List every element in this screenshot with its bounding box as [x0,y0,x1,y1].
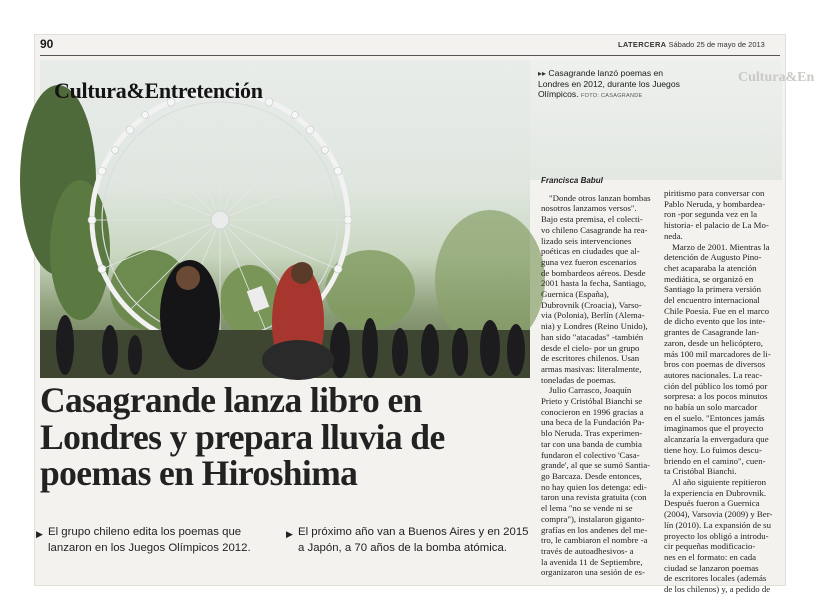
body-text-line: taron una revista gratuita (con [541,492,647,503]
body-text-line: compra"), instalaron giganto- [541,513,645,524]
page-number: 90 [40,37,54,51]
body-text-line: grafías en los andenes del me- [541,524,648,535]
body-text-line: Marzo de 2001. Mientras la [672,241,770,252]
body-text-line: Julio Carrasco, Joaquín [549,385,632,396]
caption-text: Casagrande lanzó poemas en Londres en 2012, durante los Juegos Olímpicos. [538,68,680,100]
body-text-line: no había un solo marcador [664,402,758,413]
body-text-line: nia) y Londres (Reino Unido), [541,321,648,332]
body-text-line: tro, le cambiaron el nombre -a [541,535,648,546]
body-text-line: poéticas en ciudades que al- [541,246,640,257]
body-text-line: vo chileno Casagrande ha rea- [541,224,648,235]
body-text-line: no hay quien los detenga: edi- [541,481,647,492]
section-title: Cultura&Entretención [54,78,263,103]
body-text-line: neda. [664,230,683,241]
body-text-line: través de autoadhesivos- a [541,545,634,556]
ghost-section-title: Cultura&En [738,70,814,85]
body-text-line: guna vez fueron escenarios [541,256,637,267]
bullet-triangle-icon: ▶ [286,529,293,539]
article-photo [40,60,530,378]
body-text-line: Pablo Neruda, y bombardea- [664,198,766,209]
summary-bullet [286,525,532,556]
body-text-line: grantes de Casagrande lan- [664,327,760,338]
body-text-line: tar con una banda de cumbia [541,438,642,449]
body-text-line: de escritores chilenos. Usan [541,353,640,364]
body-text-line: mediática, se organizó en [664,273,754,284]
body-text-line: de los chilenos) y, a pedido de [664,584,771,595]
headline-line: poemas en Hiroshima [40,453,358,493]
headline-line: Londres y prepara lluvia de [40,416,445,457]
body-text-line: fundaron el colectivo 'Casa- [541,449,640,460]
body-text-line: Prieto y Cristóbal Bianchi se [541,396,643,407]
body-text-line: 2001 hasta la fecha, Santiago, [541,278,647,289]
body-text-line: "Donde otros lanzan bombas [549,192,651,203]
body-text-line: una beca de la Fundación Pa- [541,417,645,428]
body-text-line: lizado seis intervenciones [541,235,632,246]
body-text-line: la avenida 11 de Septiembre, [541,556,643,567]
bullet-text: El próximo año van a Buenos Aires y en 2015 a Japón, a 70 años de la bomba atómica. [298,526,529,554]
body-text-line: chet acaparaba la atención [664,262,757,273]
body-text-line: grande', al que se sumó Santia- [541,460,651,471]
body-text-line: del encuentro internacional [664,295,760,306]
caption-arrow-icon: ▸▸ [538,69,547,78]
body-text-line: nosotros lanzamos versos". [541,203,637,214]
body-text-line: Chile Poesía. Fue en el marco [664,305,770,316]
body-text-line: (2004), Varsovia (2009) y Ber- [664,509,773,520]
body-text-line: proyecto los obligó a introdu- [664,530,769,541]
masthead-line [618,40,765,49]
body-text-line: de escritores locales (además [664,573,767,584]
body-text-line: alcanzaría la envergadura que [664,434,769,445]
body-column-1 [541,176,659,578]
body-text-line: ron -por segunda vez en la [664,209,758,220]
body-text-line: han sido "atacadas" -también [541,331,644,342]
body-text-line: historia- el palacio de La Mo- [664,220,769,231]
photo-illustration [40,60,530,378]
body-text-line: piritismo para conversar con [664,188,765,198]
body-text-line: desde el cielo- por un grupo [541,342,640,353]
body-text-line: Guernica (España), [541,289,609,300]
photo-credit: FOTO: CASAGRANDE [580,93,643,100]
body-text-line: ción del público los tomó por [664,380,768,391]
body-text-line: bros con poemas de diversos [664,359,766,370]
header-rule [40,55,780,56]
body-text-line: lín (2010). La expansión de su [664,519,772,530]
body-text-line: toneladas de poemas. [541,374,616,385]
body-text-line: imaginamos que el proyecto [664,423,764,434]
headline [40,382,520,492]
body-text-line: go Barcaza. Desde entonces, [541,470,642,481]
body-text-line: Dubrovnik (Croacia), Varso- [541,299,642,310]
brand-name: LATERCERA [618,40,667,49]
body-text-line: de dicho evento que los inte- [664,316,766,327]
body-text-line: autores nacionales. La reac- [664,369,763,380]
body-text-line: de bombardeos aéreos. Desde [541,267,646,278]
body-text-line: Santiago la primera versión [664,284,761,295]
body-text-line: más 100 mil marcadores de li- [664,348,771,359]
issue-date: Sábado 25 de mayo de 2013 [668,40,765,49]
body-text-line: Después fueron a Guernica [664,498,760,509]
body-text-line: la experiencia en Dubrovnik. [664,487,767,498]
body-text-line: sorpresa: a los pocos minutos [664,391,768,402]
body-text-line: organizaron una sesión de es- [541,567,645,578]
body-text-line: Al año siguiente repitieron [672,476,767,487]
body-text-line: blo Neruda. Tras experimen- [541,428,643,439]
body-text-line: briendo en el camino", cuen- [664,455,766,466]
headline-line: Casagrande lanza libro en [40,380,422,420]
body-text-line: via (Polonia), Berlín (Alema- [541,310,645,321]
body-text-line: el lema "no se vende ni se [541,503,633,514]
bullet-text: El grupo chileno edita los poemas que lanzaron en los Juegos Olímpicos 2012. [48,526,251,554]
body-text-line: Bajo esta premisa, el colecti- [541,214,643,225]
body-text-line: zaron, desde un helicóptero, [664,337,763,348]
body-text-line: en el suelo. "Entonces jamás [664,412,765,423]
bullet-triangle-icon: ▶ [36,529,43,539]
body-text-line: ciudad se lanzaron poemas [664,562,759,573]
body-column-2 [664,188,782,595]
body-text-line: armas masivas: literalmente, [541,363,642,374]
body-text-line: nes en el formato: en cada [664,551,757,562]
photo-caption [538,68,688,102]
author-byline: Francisca Babul [541,176,603,185]
body-text-line: ta Cristóbal Bianchi. [664,466,737,477]
body-text-line: detención de Augusto Pino- [664,252,762,263]
summary-bullet [36,525,268,556]
body-text-line: conocieron en 1996 gracias a [541,406,644,417]
body-text-line: cir pequeñas modificacio- [664,541,756,552]
body-text-line: tiene hoy. Lo fuimos descu- [664,444,762,455]
